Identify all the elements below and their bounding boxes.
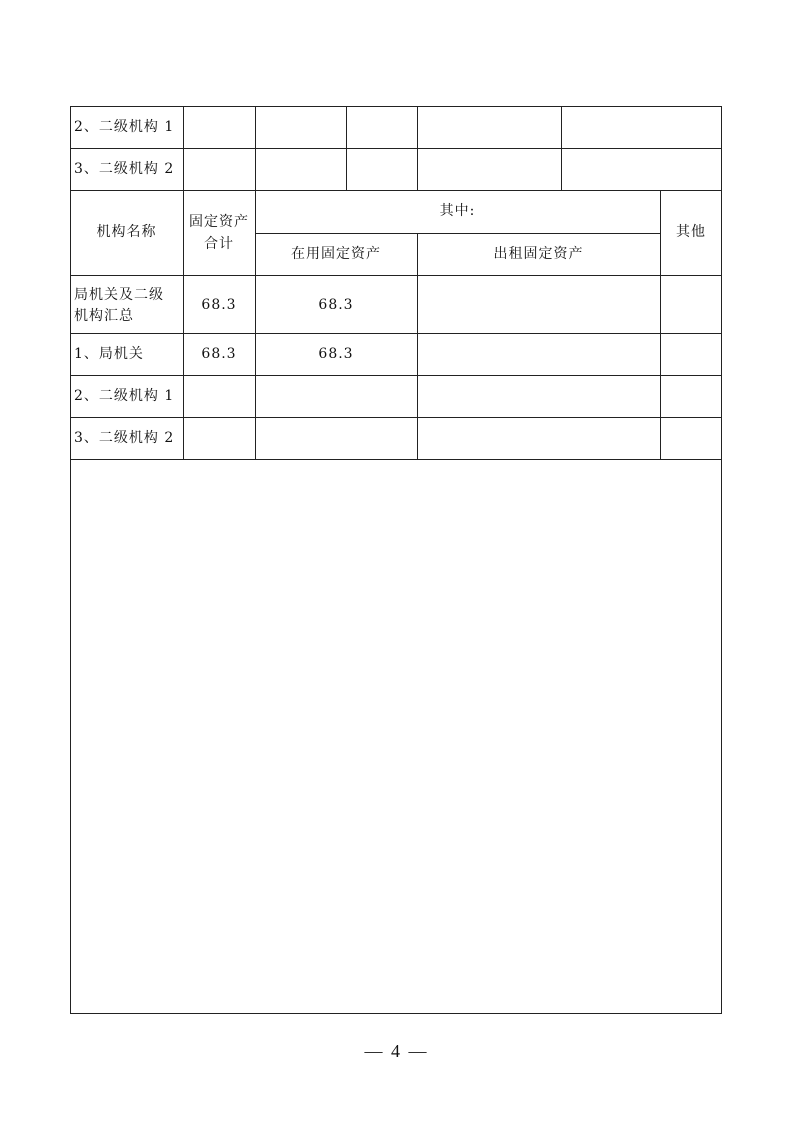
upper-row-name: 2、二级机构 1 <box>74 119 175 135</box>
row-divider <box>70 333 722 334</box>
row-in-use: 68.3 <box>318 346 354 362</box>
header-leased: 出租固定资产 <box>493 246 584 262</box>
col-divider <box>255 190 256 459</box>
row-name-line1: 局机关及二级 <box>74 287 164 303</box>
row-name-line1: 1、局机关 <box>74 346 144 362</box>
header-fixed-total-line1: 固定资产 <box>189 214 249 230</box>
upper-row-name: 3、二级机构 2 <box>74 161 175 177</box>
col-divider <box>346 106 347 190</box>
header-other: 其他 <box>676 224 706 240</box>
row-divider <box>70 190 722 191</box>
col-divider <box>183 106 184 190</box>
row-total: 68.3 <box>201 346 237 362</box>
col-divider <box>255 106 256 190</box>
col-divider <box>417 233 418 459</box>
row-divider <box>70 417 722 418</box>
row-divider <box>70 148 722 149</box>
row-name-line1: 3、二级机构 2 <box>74 430 175 446</box>
row-name-line1: 2、二级机构 1 <box>74 388 175 404</box>
header-subdivider <box>255 233 660 234</box>
col-divider <box>417 106 418 190</box>
row-divider <box>70 375 722 376</box>
col-divider <box>561 106 562 190</box>
row-total: 68.3 <box>201 297 237 313</box>
page-number: — 4 — <box>364 1041 429 1061</box>
header-of-which: 其中: <box>439 203 476 219</box>
notes-area <box>71 460 721 1013</box>
header-fixed-total-line2: 合计 <box>204 236 234 252</box>
header-in-use: 在用固定资产 <box>291 246 381 262</box>
header-org-name: 机构名称 <box>96 224 157 240</box>
row-in-use: 68.3 <box>318 297 354 313</box>
row-name-line2: 机构汇总 <box>74 308 134 324</box>
row-divider <box>70 275 722 276</box>
